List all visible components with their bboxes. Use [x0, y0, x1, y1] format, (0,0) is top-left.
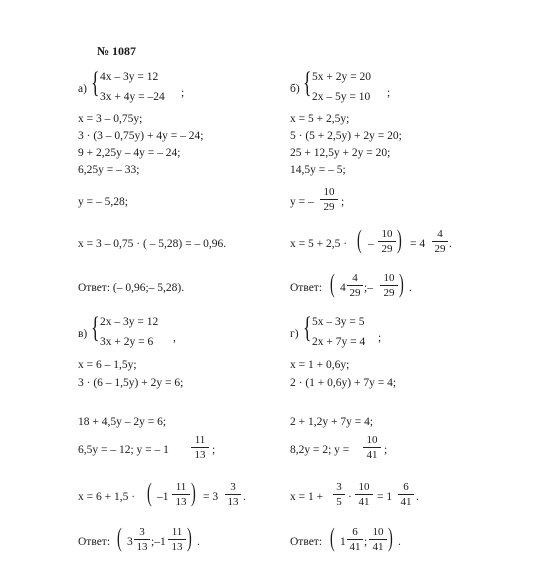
denominator: 41	[349, 541, 361, 553]
answer-whole: 3	[127, 536, 133, 548]
part-v-label: в)	[78, 328, 88, 340]
fraction	[168, 526, 186, 553]
system-eq2: 3x + 2y = 6	[100, 336, 154, 348]
separator: ;	[364, 536, 368, 548]
solution-line: 5 · (5 + 2,5y) + 2y = 20;	[290, 130, 402, 142]
system-eq1: 2x – 3y = 12	[100, 316, 159, 328]
denominator: 13	[136, 541, 148, 553]
fraction	[347, 526, 363, 553]
minus-sign: –	[368, 238, 374, 250]
right-paren: )	[191, 478, 196, 507]
left-paren: (	[330, 523, 335, 552]
separator: ;–1	[151, 536, 166, 548]
denominator: 29	[383, 287, 395, 299]
punctuation: ;	[341, 196, 345, 208]
denominator: 13	[194, 449, 206, 461]
system-tail: ,	[173, 332, 176, 344]
answer-prefix: Ответ:	[290, 282, 323, 294]
solution-line: 3 · (3 – 0,75y) + 4y = – 24;	[78, 130, 204, 142]
solution-line: x = 3 – 0,75 · ( – 5,28) = – 0,96.	[78, 238, 227, 250]
solution-line: x = 1 + 0,6y;	[290, 359, 350, 371]
denominator: 5	[336, 496, 342, 508]
solution-line: 6,25y = – 33;	[78, 164, 140, 176]
numerator: 10	[372, 526, 384, 538]
answer-prefix: Ответ:	[78, 536, 111, 548]
denominator: 29	[323, 201, 335, 213]
numerator: 10	[323, 186, 335, 198]
denominator: 41	[400, 496, 412, 508]
denominator: 29	[349, 287, 361, 299]
answer-prefix: Ответ:	[290, 536, 323, 548]
punctuation: .	[416, 491, 419, 503]
minus-whole: –1	[157, 491, 169, 503]
denominator: 41	[358, 496, 370, 508]
numerator: 11	[171, 526, 183, 538]
numerator: 10	[383, 272, 395, 284]
fraction	[398, 481, 414, 508]
solution-line: y = –	[290, 196, 314, 208]
solution-line: 2 · (1 + 0,6y) + 7y = 4;	[290, 377, 397, 389]
solution-line: x = 5 + 2,5y;	[290, 113, 350, 125]
numerator: 4	[352, 272, 358, 284]
numerator: 4	[437, 228, 443, 240]
system-eq2: 3x + 4y = –24	[100, 91, 165, 103]
punctuation: ;	[384, 444, 388, 456]
right-paren: )	[187, 523, 192, 552]
solution-line: 2 + 1,2y + 7y = 4;	[290, 416, 374, 428]
numerator: 11	[175, 481, 187, 493]
right-paren: )	[388, 523, 393, 552]
problem-number: № 1087	[97, 44, 137, 58]
system-eq2: 2x + 7y = 4	[312, 336, 366, 348]
system-brace: {	[91, 311, 100, 344]
system-tail: ;	[387, 87, 391, 99]
denominator: 29	[381, 243, 393, 255]
solution-line: 9 + 2,25y – 4y = – 24;	[78, 147, 181, 159]
system-brace: {	[91, 66, 100, 99]
solution-line: x = 6 + 1,5 ·	[78, 491, 136, 503]
system-eq1: 5x – 3y = 5	[312, 316, 365, 328]
numerator: 3	[230, 481, 236, 493]
numerator: 3	[336, 481, 342, 493]
fraction	[432, 228, 448, 255]
multiply-dot: ·	[348, 491, 352, 503]
punctuation: .	[449, 238, 452, 250]
solution-line: x = 6 – 1,5y;	[78, 359, 137, 371]
equals-whole: = 1	[377, 491, 393, 503]
solution-line: 3 · (6 – 1,5y) + 2y = 6;	[78, 377, 184, 389]
denominator: 13	[175, 496, 187, 508]
solution-line: 25 + 12,5y + 2y = 20;	[290, 147, 391, 159]
right-paren: )	[399, 269, 404, 298]
punctuation: .	[197, 536, 200, 548]
fraction	[363, 434, 381, 461]
system-tail: ;	[181, 87, 185, 99]
separator: ;–	[364, 282, 373, 294]
numerator: 6	[403, 481, 409, 493]
fraction	[134, 526, 150, 553]
denominator: 41	[366, 449, 378, 461]
denominator: 41	[372, 541, 384, 553]
fraction	[320, 186, 338, 213]
numerator: 11	[194, 434, 206, 446]
equals-whole: = 4	[410, 238, 426, 250]
fraction	[378, 228, 396, 255]
solution-line: 6,5y = – 12; y = – 1	[78, 444, 169, 456]
system-eq1: 4x – 3y = 12	[100, 71, 159, 83]
system-brace: {	[303, 66, 312, 99]
numerator: 10	[366, 434, 378, 446]
solution-line: 14,5y = – 5;	[290, 164, 346, 176]
numerator: 6	[352, 526, 358, 538]
left-paren: (	[330, 269, 335, 298]
fraction	[347, 272, 363, 299]
punctuation: .	[243, 491, 246, 503]
punctuation: ;	[212, 444, 216, 456]
solution-line: x = 3 – 0,75y;	[78, 113, 143, 125]
system-tail: ;	[378, 332, 382, 344]
part-g-label: г)	[290, 328, 299, 340]
denominator: 29	[434, 243, 446, 255]
numerator: 3	[139, 526, 145, 538]
denominator: 13	[227, 496, 239, 508]
right-paren: )	[397, 225, 402, 254]
answer-whole: 4	[340, 282, 346, 294]
solution-line: x = 5 + 2,5 ·	[290, 238, 348, 250]
left-paren: (	[357, 225, 362, 254]
solution-line: 18 + 4,5y – 2y = 6;	[78, 416, 167, 428]
fraction	[172, 481, 190, 508]
fraction	[333, 481, 345, 508]
fraction	[369, 526, 387, 553]
part-a-label: а)	[78, 83, 87, 95]
punctuation: .	[409, 282, 412, 294]
system-eq1: 5x + 2y = 20	[312, 71, 371, 83]
fraction	[225, 481, 241, 508]
left-paren: (	[117, 523, 122, 552]
punctuation: .	[398, 536, 401, 548]
answer: Ответ: (– 0,96;– 5,28).	[78, 282, 185, 294]
part-b-label: б)	[290, 83, 300, 95]
solution-line: y = – 5,28;	[78, 196, 128, 208]
fraction	[191, 434, 209, 461]
system-eq2: 2x – 5y = 10	[312, 91, 371, 103]
equals-whole: = 3	[203, 491, 219, 503]
solution-line: x = 1 +	[290, 491, 324, 503]
fraction	[355, 481, 373, 508]
system-brace: {	[303, 311, 312, 344]
answer-whole: 1	[340, 536, 346, 548]
denominator: 13	[171, 541, 183, 553]
numerator: 10	[381, 228, 393, 240]
numerator: 10	[358, 481, 370, 493]
left-paren: (	[147, 478, 152, 507]
solution-line: 8,2y = 2; y =	[290, 444, 350, 456]
fraction	[380, 272, 398, 299]
